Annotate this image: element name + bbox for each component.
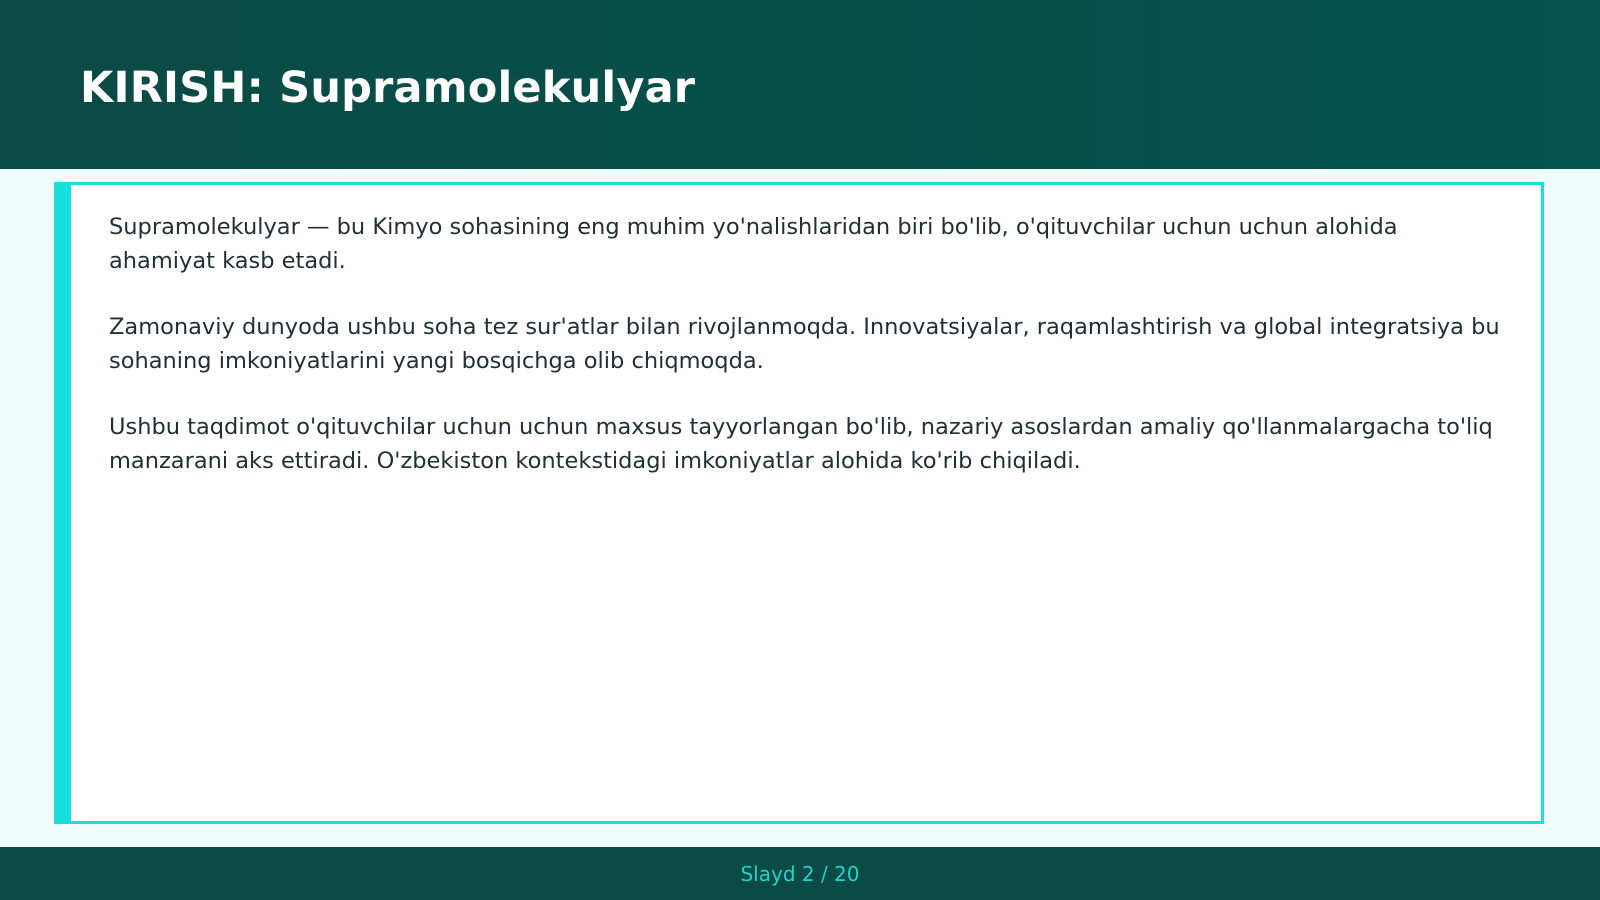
- paragraph-presentation-purpose: Ushbu taqdimot o'qituvchilar uchun uchun maxsus tayyorlangan bo'lib, nazariy asoslardan amaliy qo'llanmalargacha to'liq manzarani aks ettiradi. O'zbekiston kontekstidagi imkoniyatlar alohida ko'rib chiqiladi.: [109, 414, 1493, 474]
- slide-counter: Slayd 2 / 20: [740, 861, 860, 886]
- content-box: [54, 182, 1544, 824]
- slide-header: [0, 0, 1600, 169]
- paragraph-intro: Supramolekulyar — bu Kimyo sohasining eng muhim yo'nalishlaridan biri bo'lib, o'qituvchilar uchun uchun alohida ahamiyat kasb etadi.: [109, 214, 1398, 274]
- content-text: [109, 210, 1509, 510]
- slide-footer: [0, 847, 1600, 900]
- paragraph-modern-world: Zamonaviy dunyoda ushbu soha tez sur'atlar bilan rivojlanmoqda. Innovatsiyalar, raqamlashtirish va global integratsiya bu sohaning imkoniyatlarini yangi bosqichga olib chiqmoqda.: [109, 314, 1500, 374]
- slide-title: KIRISH: Supramolekulyar: [80, 63, 696, 113]
